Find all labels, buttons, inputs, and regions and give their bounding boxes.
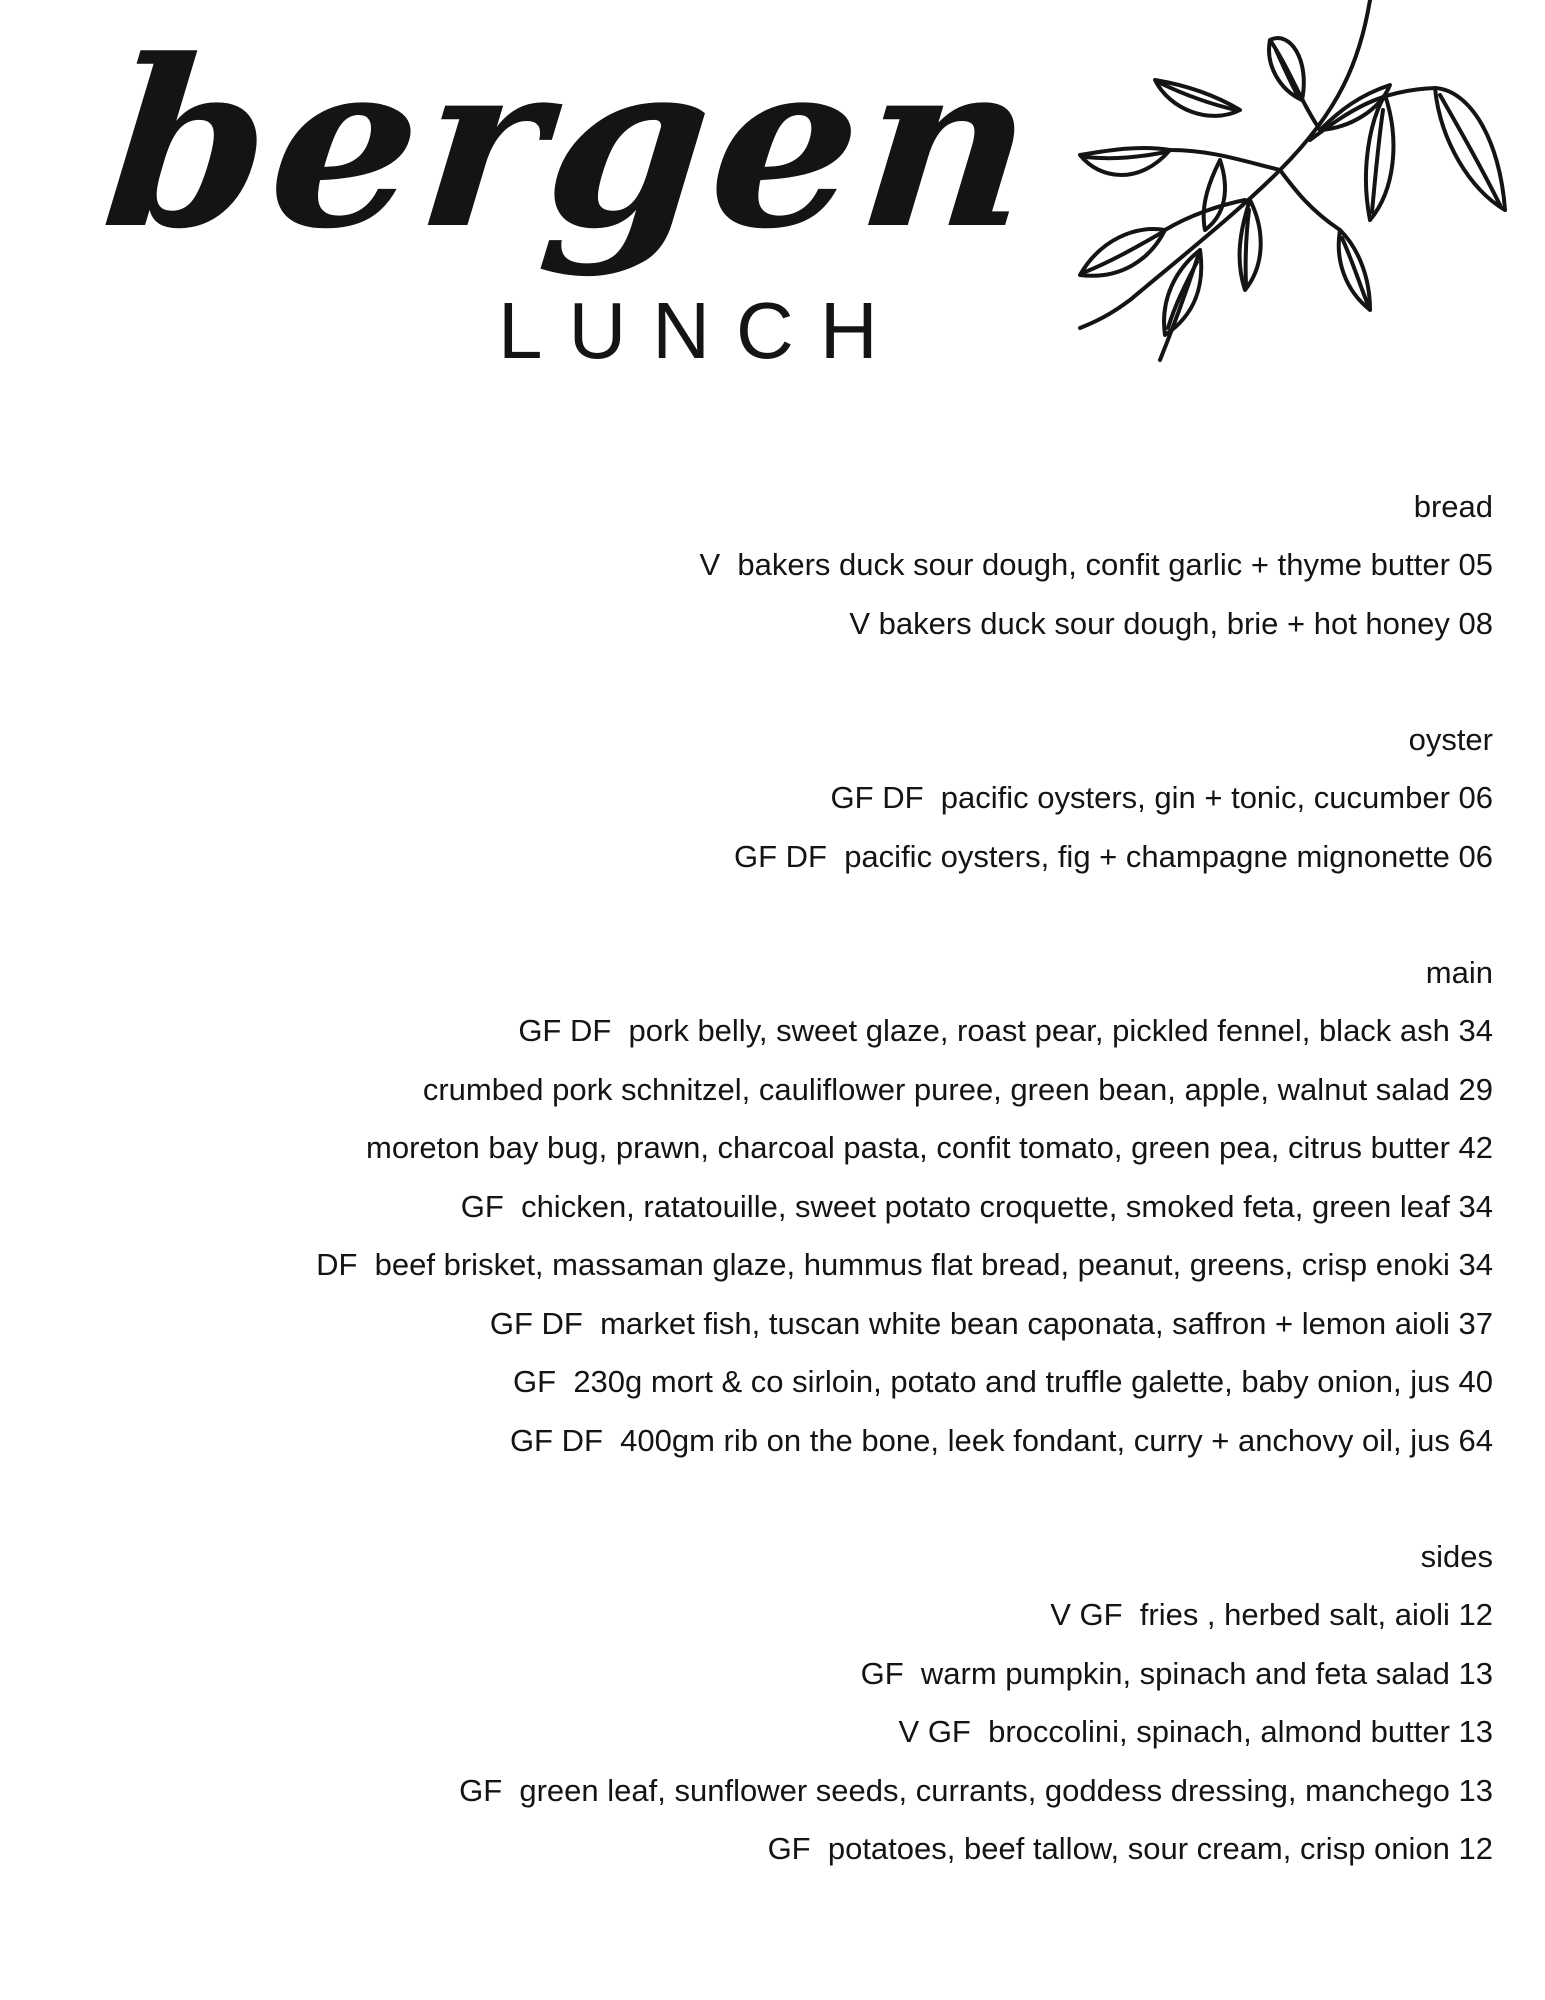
menu-item: GF 230g mort & co sirloin, potato and truffle galette, baby onion, jus 40 — [513, 1364, 1493, 1399]
menu-item: GF warm pumpkin, spinach and feta salad 13 — [860, 1655, 1493, 1691]
menu-item: GF green leaf, sunflower seeds, currants, goddess dressing, manchego 13 — [459, 1772, 1493, 1808]
menu-item: crumbed pork schnitzel, cauliflower puree, green bean, apple, walnut salad 29 — [422, 1071, 1493, 1107]
menu-item: GF DF 400gm rib on the bone, leek fondant, curry + anchovy oil, jus 64 — [509, 1422, 1493, 1458]
menu-item: GF DF pacific oysters, fig + champagne mignonette 06 — [733, 838, 1493, 874]
menu-item: GF potatoes, beef tallow, sour cream, crisp onion 12 — [767, 1831, 1493, 1866]
menu-subtitle: LUNCH — [498, 286, 904, 375]
menu-section-bread — [193, 478, 1493, 653]
section-title-sides: sides — [1420, 1539, 1493, 1574]
menu-section-oyster — [193, 711, 1493, 886]
menu-item: moreton bay bug, prawn, charcoal pasta, confit tomato, green pea, citrus butter 42 — [366, 1130, 1493, 1165]
section-title-bread: bread — [1413, 489, 1493, 524]
menu-section-sides — [193, 1528, 1493, 1879]
menu-item: V GF fries , herbed salt, aioli 12 — [1050, 1597, 1493, 1632]
menu-section-main — [193, 944, 1493, 1470]
menu-item: GF chicken, ratatouille, sweet potato croquette, smoked feta, green leaf 34 — [460, 1188, 1493, 1224]
menu-item: GF DF pork belly, sweet glaze, roast pear, pickled fennel, black ash 34 — [518, 1013, 1493, 1048]
menu-item: DF beef brisket, massaman glaze, hummus flat bread, peanut, greens, crisp enoki 34 — [316, 1247, 1493, 1282]
menu-item: V bakers duck sour dough, confit garlic + thyme butter 05 — [699, 547, 1493, 582]
menu-item: GF DF market fish, tuscan white bean caponata, saffron + lemon aioli 37 — [489, 1305, 1493, 1341]
menu-item: GF DF pacific oysters, gin + tonic, cucumber 06 — [830, 780, 1493, 815]
brand-header — [93, 10, 1049, 400]
brand-name: bergen — [93, 10, 1049, 280]
menu-item: V bakers duck sour dough, brie + hot honey 08 — [849, 605, 1493, 641]
section-title-main: main — [1425, 955, 1493, 990]
menu-list — [193, 478, 1493, 1937]
leaf-branch-icon — [1040, 0, 1510, 380]
section-title-oyster: oyster — [1408, 722, 1493, 757]
menu-item: V GF broccolini, spinach, almond butter 13 — [898, 1714, 1493, 1749]
